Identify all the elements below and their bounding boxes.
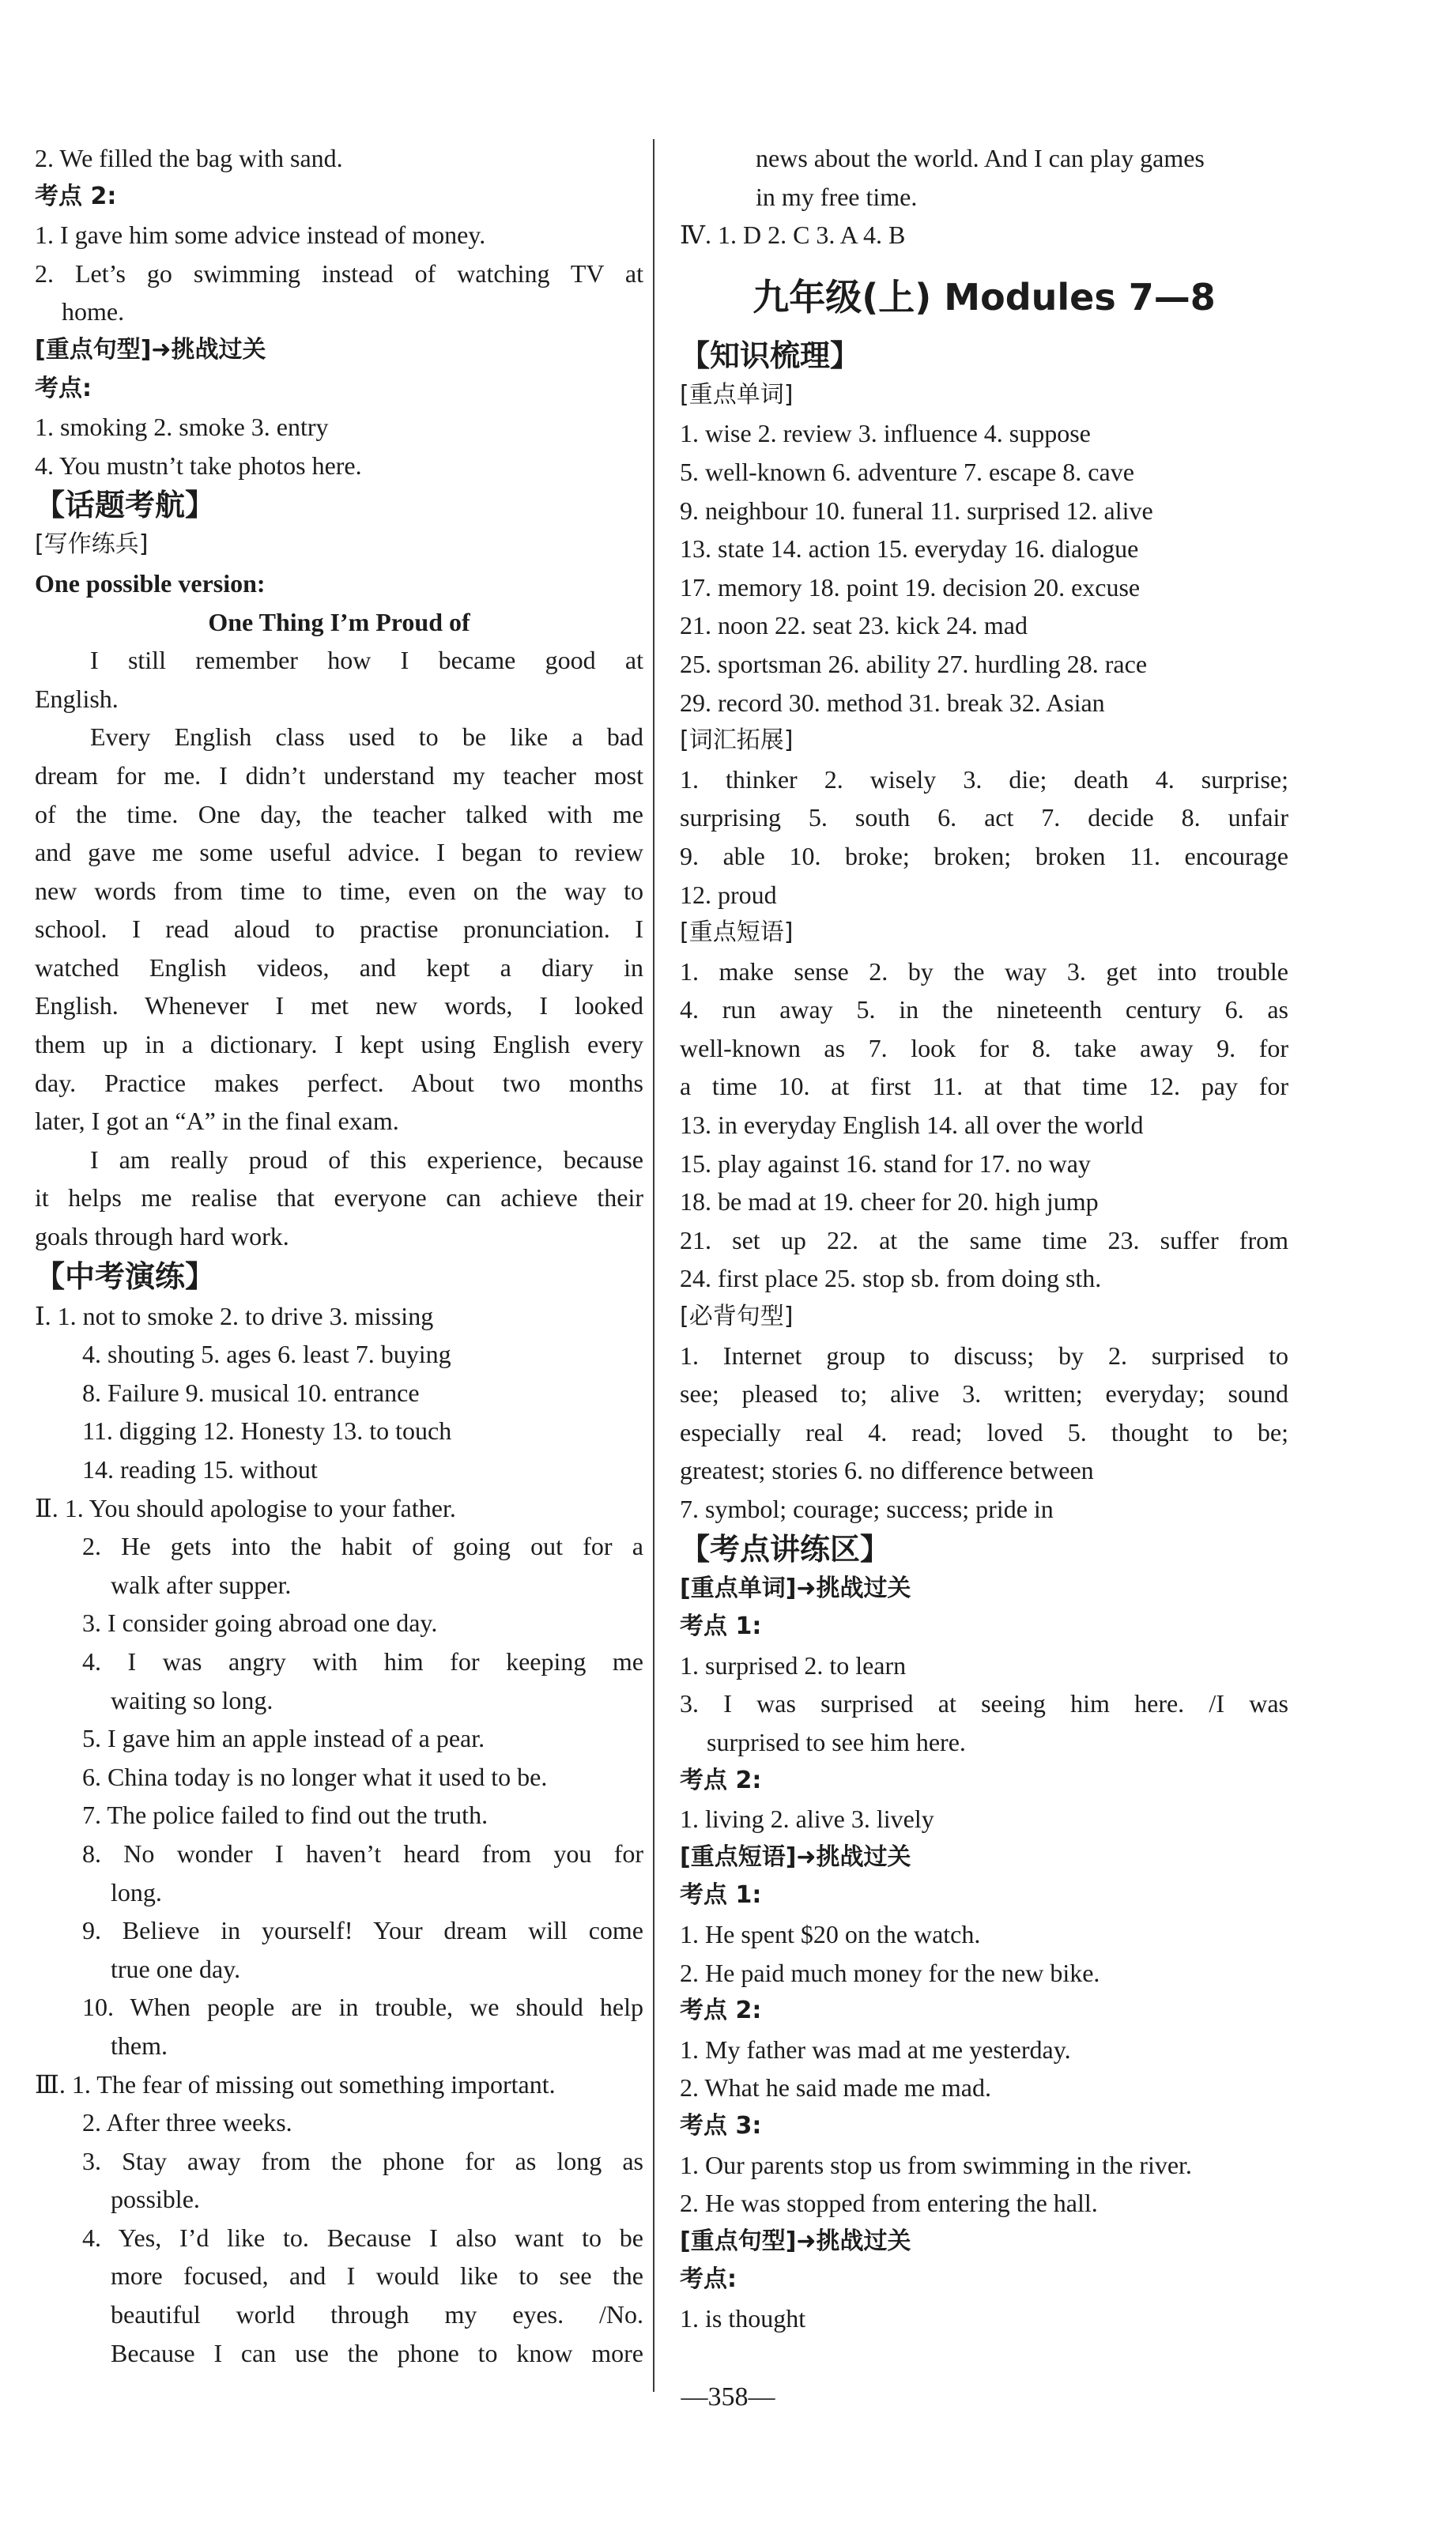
text-line: 25. sportsman 26. ability 27. hurdling 28. race <box>680 649 1148 678</box>
text-line: 4. run away 5. in the nineteenth century 6. as <box>680 995 1288 1024</box>
text-line: school. I read aloud to practise pronunciation. I <box>35 915 643 944</box>
text-line: [写作练兵] <box>35 530 149 559</box>
text-line: 2. He gets into the habit of going out for a <box>82 1532 643 1561</box>
text-line: waiting so long. <box>111 1685 273 1714</box>
text-line: 9. Believe in yourself! Your dream will come <box>82 1916 643 1945</box>
text-line: day. Practice makes perfect. About two months <box>35 1068 643 1097</box>
text-line: 9. neighbour 10. funeral 11. surprised 12. alive <box>680 496 1153 525</box>
text-line: [必背句型] <box>680 1303 794 1331</box>
text-line: especially real 4. read; loved 5. thought to be; <box>680 1417 1288 1446</box>
page-number: —358— <box>681 2382 775 2412</box>
text-line: 1. wise 2. review 3. influence 4. suppose <box>680 419 1091 448</box>
text-line: 21. noon 22. seat 23. kick 24. mad <box>680 611 1028 640</box>
text-line: 13. state 14. action 15. everyday 16. dialogue <box>680 534 1139 564</box>
text-line: Ⅳ. 1. D 2. C 3. A 4. B <box>680 221 906 250</box>
text-line: 2. What he said made me mad. <box>680 2073 991 2103</box>
text-line: and gave me some useful advice. I began to review <box>35 838 643 867</box>
text-line: later, I got an “A” in the final exam. <box>35 1107 399 1136</box>
text-line: 1. My father was mad at me yesterday. <box>680 2035 1071 2064</box>
text-line: I am really proud of this experience, because <box>90 1145 643 1174</box>
text-line: Every English class used to be like a bad <box>90 722 643 752</box>
text-line: 考点 2: <box>680 1766 762 1794</box>
text-line: 10. When people are in trouble, we should help <box>82 1993 643 2022</box>
text-line: home. <box>62 297 125 326</box>
text-line: greatest; stories 6. no difference between <box>680 1456 1094 1485</box>
text-line: 29. record 30. method 31. break 32. Asian <box>680 688 1105 717</box>
text-line: [重点句型]➜挑战过关 <box>35 335 266 364</box>
text-line: 1. He spent $20 on the watch. <box>680 1919 981 1948</box>
text-line: [重点短语]➜挑战过关 <box>680 1842 911 1871</box>
text-line: them. <box>111 2031 168 2060</box>
text-line: 9. able 10. broke; broken; broken 11. encourage <box>680 841 1288 870</box>
left-column <box>35 139 643 2372</box>
text-line: long. <box>111 1877 162 1907</box>
text-line: [重点单词]➜挑战过关 <box>680 1574 911 1602</box>
text-line: 4. shouting 5. ages 6. least 7. buying <box>82 1340 451 1369</box>
text-line: 1. I gave him some advice instead of money. <box>35 221 486 250</box>
text-line: goals through hard work. <box>35 1222 289 1251</box>
text-line: 18. be mad at 19. cheer for 20. high jump <box>680 1187 1099 1216</box>
text-line: beautiful world through my eyes. /No. <box>111 2300 643 2329</box>
text-line: Ⅱ. 1. You should apologise to your father. <box>35 1493 456 1522</box>
text-line: 考点 2: <box>680 1997 762 2025</box>
text-line: 1. is thought <box>680 2303 806 2333</box>
text-line: 考点: <box>680 2265 737 2294</box>
text-line: watched English videos, and kept a diary in <box>35 952 643 982</box>
text-line: dream for me. I didn’t understand my teacher most <box>35 760 643 790</box>
text-line: Ⅲ. 1. The fear of missing out something important. <box>35 2069 556 2099</box>
text-line: more focused, and I would like to see the <box>111 2261 643 2291</box>
text-line: 考点 1: <box>680 1881 762 1910</box>
right-column <box>680 139 1288 2337</box>
text-line: well-known as 7. look for 8. take away 9. for <box>680 1033 1288 1062</box>
text-line: 【考点讲练区】 <box>680 1531 891 1567</box>
section-title: 九年级(上) Modules 7—8 <box>753 275 1216 319</box>
text-line: 考点 3: <box>680 2111 762 2140</box>
text-line: 1. living 2. alive 3. lively <box>680 1805 934 1834</box>
text-line: One Thing I’m Proud of <box>208 607 470 636</box>
text-line: 3. Stay away from the phone for as long as <box>82 2146 643 2175</box>
text-line: 2. We filled the bag with sand. <box>35 144 343 172</box>
text-line: 24. first place 25. stop sb. from doing sth. <box>680 1264 1102 1293</box>
text-line: in my free time. <box>756 182 918 211</box>
text-line: 考点 2: <box>35 182 117 210</box>
text-line: 考点 1: <box>680 1612 762 1641</box>
text-line: see; pleased to; alive 3. written; everyday; sound <box>680 1379 1288 1409</box>
text-line: true one day. <box>111 1954 241 1983</box>
text-line: surprised to see him here. <box>707 1727 966 1756</box>
text-line: 1. make sense 2. by the way 3. get into trouble <box>680 956 1288 986</box>
text-line: them up in a dictionary. I kept using English every <box>35 1030 643 1059</box>
text-line: 11. digging 12. Honesty 13. to touch <box>82 1416 452 1446</box>
text-line: 1. surprised 2. to learn <box>680 1650 907 1680</box>
text-line: 4. Yes, I’d like to. Because I also want to be <box>82 2223 643 2252</box>
text-line: 【知识梳理】 <box>680 338 861 373</box>
text-line: 14. reading 15. without <box>82 1455 318 1484</box>
text-line: 6. China today is no longer what it used to be. <box>82 1762 548 1791</box>
text-line: 7. The police failed to find out the truth. <box>82 1801 488 1830</box>
text-line: 2. After three weeks. <box>82 2108 292 2137</box>
text-line: 12. proud <box>680 880 777 909</box>
text-line: 17. memory 18. point 19. decision 20. excuse <box>680 572 1141 602</box>
text-line: One possible version: <box>35 568 266 598</box>
text-line: [重点句型]➜挑战过关 <box>680 2227 911 2255</box>
text-line: English. <box>35 684 119 713</box>
text-line: English. Whenever I met new words, I looked <box>35 991 643 1020</box>
text-line: 1. thinker 2. wisely 3. die; death 4. surprise; <box>680 764 1288 794</box>
text-line: 1. Internet group to discuss; by 2. surprised to <box>680 1341 1288 1370</box>
text-line: 【中考演练】 <box>35 1258 216 1294</box>
text-line: 3. I consider going abroad one day. <box>82 1609 438 1638</box>
text-line: surprising 5. south 6. act 7. decide 8. unfair <box>680 803 1288 832</box>
text-line: 【话题考航】 <box>35 488 216 523</box>
text-line: 4. You mustn’t take photos here. <box>35 451 362 480</box>
text-line: new words from time to time, even on the way to <box>35 876 643 905</box>
text-line: 4. I was angry with him for keeping me <box>82 1646 643 1676</box>
text-line: 1. smoking 2. smoke 3. entry <box>35 413 329 442</box>
right-column-top <box>680 139 1288 255</box>
text-line: 1. Our parents stop us from swimming in the river. <box>680 2150 1192 2179</box>
text-line: [词汇拓展] <box>680 726 794 755</box>
text-line: 5. well-known 6. adventure 7. escape 8. cave <box>680 457 1134 486</box>
text-line: 2. Let’s go swimming instead of watching TV at <box>35 258 643 288</box>
text-line: 8. Failure 9. musical 10. entrance <box>82 1378 420 1407</box>
text-line: possible. <box>111 2185 200 2214</box>
text-line: Because I can use the phone to know more <box>111 2338 643 2367</box>
text-line: [重点短语] <box>680 918 794 947</box>
text-line: Ⅰ. 1. not to smoke 2. to drive 3. missing <box>35 1301 434 1330</box>
text-line: I still remember how I became good at <box>90 646 643 675</box>
text-line: 8. No wonder I haven’t heard from you for <box>82 1839 643 1868</box>
text-line: 考点: <box>35 374 92 402</box>
text-line: 5. I gave him an apple instead of a pear. <box>82 1724 485 1753</box>
text-line: 2. He was stopped from entering the hall. <box>680 2189 1098 2218</box>
text-line: 21. set up 22. at the same time 23. suffer from <box>680 1225 1288 1254</box>
text-line: 2. He paid much money for the new bike. <box>680 1958 1100 1987</box>
text-line: walk after supper. <box>111 1570 292 1599</box>
text-line: 13. in everyday English 14. all over the world <box>680 1111 1144 1140</box>
text-line: news about the world. And I can play games <box>756 144 1205 172</box>
text-line: 7. symbol; courage; success; pride in <box>680 1495 1054 1523</box>
text-line: 3. I was surprised at seeing him here. /I was <box>680 1689 1288 1718</box>
text-line: 15. play against 16. stand for 17. no way <box>680 1148 1091 1178</box>
text-line: [重点单词] <box>680 380 794 409</box>
text-line: of the time. One day, the teacher talked with me <box>35 799 643 828</box>
column-divider <box>653 139 654 2392</box>
text-line: a time 10. at first 11. at that time 12. pay for <box>680 1072 1288 1101</box>
right-column-main <box>680 335 1288 2338</box>
text-line: it helps me realise that everyone can achieve their <box>35 1183 643 1213</box>
